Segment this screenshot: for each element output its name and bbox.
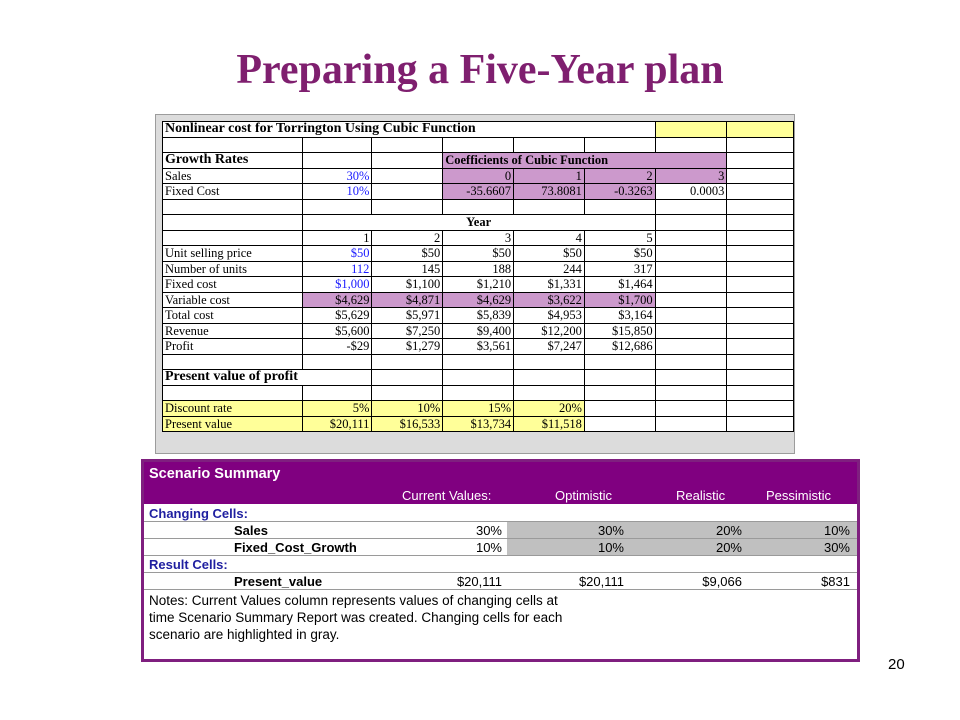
- cell: 10%: [823, 523, 850, 538]
- cell: $831: [821, 574, 850, 589]
- cell: $9,400: [443, 323, 514, 339]
- row-variable-cost: [163, 292, 794, 308]
- row-units: [163, 261, 794, 277]
- fixed-cost-label: Fixed Cost: [163, 184, 303, 200]
- year-3: 3: [443, 230, 514, 246]
- cell: 10%: [475, 540, 502, 555]
- cell: $1,700: [584, 292, 655, 308]
- row-label: Fixed cost: [163, 277, 303, 293]
- cell: 20%: [514, 401, 585, 417]
- changing-cells-row: [144, 505, 857, 522]
- cell: $20,111: [302, 416, 372, 432]
- year-4: 4: [514, 230, 585, 246]
- cell: $12,686: [584, 339, 655, 355]
- scenario-header-row: [144, 486, 857, 504]
- present-value-row: [144, 573, 857, 590]
- sales-row: [144, 522, 857, 539]
- cell: $50: [443, 246, 514, 262]
- cell: $3,164: [584, 308, 655, 324]
- coeff-header-0: 0: [443, 168, 514, 184]
- cell: $4,629: [443, 292, 514, 308]
- cell: $1,331: [514, 277, 585, 293]
- cell: $16,533: [372, 416, 443, 432]
- notes-line: Notes: Current Values column represents values of changing cells at: [149, 593, 558, 608]
- coeff-header-2: 2: [584, 168, 655, 184]
- cell: 30%: [475, 523, 502, 538]
- cell: $9,066: [702, 574, 742, 589]
- cell: $5,600: [302, 323, 372, 339]
- result-cells-label: Result Cells:: [149, 557, 228, 572]
- page-number: 20: [888, 656, 905, 673]
- cell: $50: [584, 246, 655, 262]
- row-label: Total cost: [163, 308, 303, 324]
- coeff-value-2: -0.3263: [584, 184, 655, 200]
- year-1: 1: [302, 230, 372, 246]
- sheet-title: Nonlinear cost for Torrington Using Cubic Function: [163, 122, 656, 138]
- cell: $4,629: [302, 292, 372, 308]
- cell: $15,850: [584, 323, 655, 339]
- cell: $1,000: [302, 277, 372, 293]
- cell: $1,100: [372, 277, 443, 293]
- pv-title: Present value of profit: [163, 370, 372, 386]
- cell: -$29: [302, 339, 372, 355]
- cell: 10%: [597, 540, 624, 555]
- discount-label: Discount rate: [163, 401, 303, 417]
- cell: 30%: [597, 523, 624, 538]
- cell: $11,518: [514, 416, 585, 432]
- row-label: Variable cost: [163, 292, 303, 308]
- row-fixed-cost: [163, 277, 794, 293]
- cell: $3,561: [443, 339, 514, 355]
- year-2: 2: [372, 230, 443, 246]
- cell: 20%: [715, 540, 742, 555]
- scenario-title: Scenario Summary: [144, 462, 857, 486]
- sales-rate: 30%: [302, 168, 372, 184]
- cell: $5,971: [372, 308, 443, 324]
- cell: $5,839: [443, 308, 514, 324]
- cell: $3,622: [514, 292, 585, 308]
- cell: 15%: [443, 401, 514, 417]
- cell: 112: [302, 261, 372, 277]
- sales-label: Sales: [234, 523, 268, 538]
- coeff-header-1: 1: [514, 168, 585, 184]
- cell: $7,247: [514, 339, 585, 355]
- row-total-cost: [163, 308, 794, 324]
- row-label: Profit: [163, 339, 303, 355]
- cell: $5,629: [302, 308, 372, 324]
- cell: 145: [372, 261, 443, 277]
- fixed-cost-rate: 10%: [302, 184, 372, 200]
- header-pessimistic: Pessimistic: [766, 488, 832, 503]
- cell: 20%: [715, 523, 742, 538]
- coeff-header-3: 3: [655, 168, 727, 184]
- cell: $4,953: [514, 308, 585, 324]
- row-present-value: [163, 416, 794, 432]
- scenario-summary: [141, 459, 860, 662]
- row-label: Revenue: [163, 323, 303, 339]
- scenario-notes: [149, 592, 839, 643]
- spreadsheet-frame: [155, 114, 795, 454]
- cell: $20,111: [456, 574, 502, 589]
- cell: 5%: [302, 401, 372, 417]
- header-current: Current Values:: [402, 488, 492, 503]
- row-profit: [163, 339, 794, 355]
- changing-cells-label: Changing Cells:: [149, 506, 248, 521]
- cell: $50: [372, 246, 443, 262]
- fcg-label: Fixed_Cost_Growth: [234, 540, 357, 555]
- cell: $4,871: [372, 292, 443, 308]
- cell: $12,200: [514, 323, 585, 339]
- growth-rates-label: Growth Rates: [163, 153, 303, 169]
- fixed-cost-growth-row: [144, 539, 857, 556]
- year-5: 5: [584, 230, 655, 246]
- cost-spreadsheet: [162, 121, 794, 432]
- cell: $1,210: [443, 277, 514, 293]
- cell: 10%: [372, 401, 443, 417]
- cell: $13,734: [443, 416, 514, 432]
- slide-title: Preparing a Five-Year plan: [236, 47, 724, 93]
- pv-label: Present value: [163, 416, 303, 432]
- row-unit-price: [163, 246, 794, 262]
- row-revenue: [163, 323, 794, 339]
- row-label: Number of units: [163, 261, 303, 277]
- coeff-value-3: 0.0003: [655, 184, 727, 200]
- year-label: Year: [302, 215, 655, 231]
- header-realistic: Realistic: [676, 488, 726, 503]
- notes-line: time Scenario Summary Report was created. Changing cells for each: [149, 610, 563, 625]
- notes-line: scenario are highlighted in gray.: [149, 627, 340, 642]
- cell: $50: [302, 246, 372, 262]
- coeff-value-0: -35.6607: [443, 184, 514, 200]
- coeff-label: Coefficients of Cubic Function: [443, 153, 727, 169]
- row-label: Unit selling price: [163, 246, 303, 262]
- cell: $20,111: [578, 574, 624, 589]
- cell: $7,250: [372, 323, 443, 339]
- pv-label: Present_value: [234, 574, 323, 589]
- cell: 188: [443, 261, 514, 277]
- cell: 317: [584, 261, 655, 277]
- header-optimistic: Optimistic: [555, 488, 613, 503]
- result-cells-row: [144, 556, 857, 573]
- cell: $50: [514, 246, 585, 262]
- cell: 30%: [823, 540, 850, 555]
- cell: $1,279: [372, 339, 443, 355]
- sales-label: Sales: [163, 168, 303, 184]
- cell: 244: [514, 261, 585, 277]
- cell: $1,464: [584, 277, 655, 293]
- row-discount-rate: [163, 401, 794, 417]
- coeff-value-1: 73.8081: [514, 184, 585, 200]
